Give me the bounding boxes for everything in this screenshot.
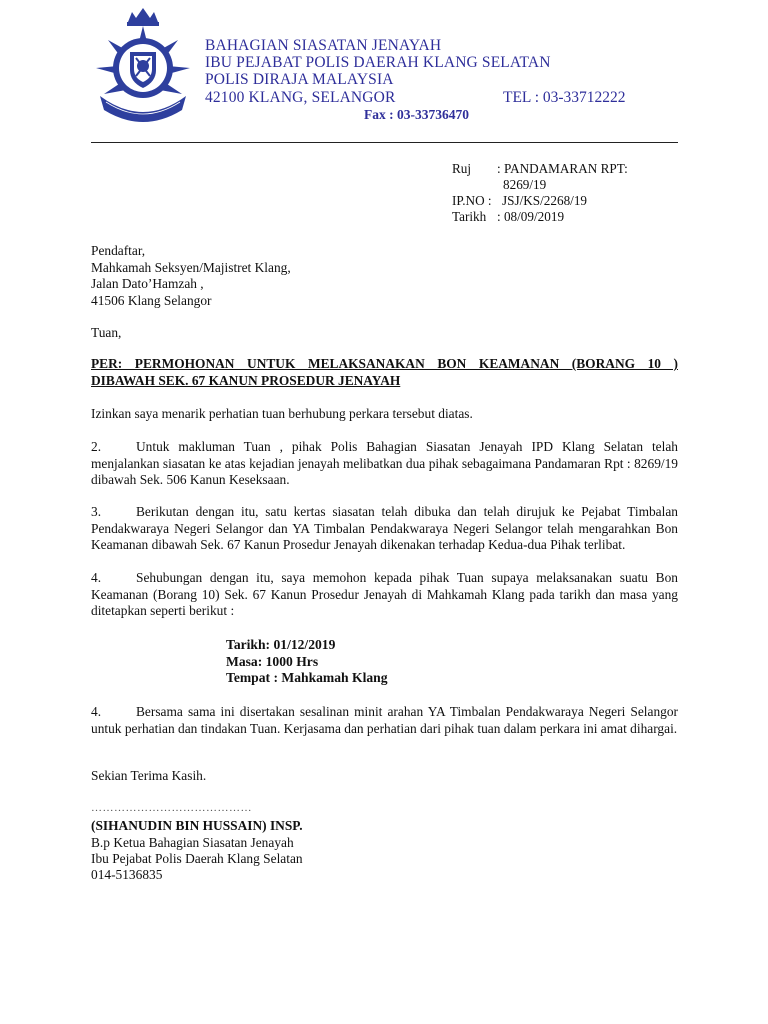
closing-remark: Sekian Terima Kasih. — [91, 768, 207, 783]
ref-ipno-label: IP.NO : — [452, 193, 492, 208]
paragraph-intro: Izinkan saya menarik perhatian tuan berhubung perkara tersebut diatas. — [91, 406, 473, 421]
letter-subject — [91, 356, 678, 389]
ref-ruj-label: Ruj — [452, 161, 472, 176]
signatory-office: Ibu Pejabat Polis Daerah Klang Selatan — [91, 851, 303, 866]
signatory-title: B.p Ketua Bahagian Siasatan Jenayah — [91, 835, 294, 850]
signatory-phone: 014-5136835 — [91, 867, 163, 882]
paragraph-number: 4. — [91, 570, 102, 585]
paragraph-2 — [91, 439, 678, 489]
letterhead-telephone: TEL : 03-33712222 — [503, 89, 626, 106]
letterhead-organisation: POLIS DIRAJA MALAYSIA — [205, 71, 394, 88]
letterhead-office: IBU PEJABAT POLIS DAERAH KLANG SELATAN — [205, 54, 551, 71]
paragraph-text: Berikutan dengan itu, satu kertas siasatan telah dibuka dan telah dirujuk ke Pejabat Timbalan Pendakwaraya Negeri Selangor dan YA Timbalan Pendakwaraya Negeri Selangor telah mengarahkan Bon Keamanan dibawah Sek. 67 Kanun Prosedur Jenayah dikenakan terhadap Kedua-dua Pihak terlibat. — [91, 504, 678, 552]
recipient-line: 41506 Klang Selangor — [91, 292, 212, 308]
letterhead-address: 42100 KLANG, SELANGOR — [205, 89, 396, 106]
recipient-address — [91, 243, 678, 309]
salutation: Tuan, — [91, 325, 122, 340]
ref-ruj-value-cont: 8269/19 — [503, 177, 547, 192]
police-crest-logo — [90, 6, 196, 124]
paragraph-4 — [91, 570, 678, 620]
subject-line-2: DIBAWAH SEK. 67 KANUN PROSEDUR JENAYAH — [91, 372, 401, 388]
paragraph-number: 2. — [91, 439, 102, 454]
letterhead-divider — [91, 142, 678, 143]
paragraph-5 — [91, 704, 678, 737]
ref-tarikh-value: : 08/09/2019 — [497, 209, 565, 224]
schedule-time: Masa: 1000 Hrs — [226, 654, 319, 669]
signatory-name: (SIHANUDIN BIN HUSSAIN) INSP. — [91, 818, 303, 833]
paragraph-number: 4. — [91, 704, 102, 719]
ref-ipno-value: JSJ/KS/2268/19 — [502, 193, 588, 208]
letterhead-fax: Fax : 03-33736470 — [364, 107, 469, 122]
ref-tarikh-label: Tarikh — [452, 209, 487, 224]
paragraph-text: Sehubungan dengan itu, saya memohon kepada pihak Tuan supaya melaksanakan suatu Bon Keamanan (Borang 10) Sek. 67 Kanun Prosedur Jenayah di Mahkamah Klang pada tarikh dan masa yang ditetapkan seperti berikut : — [91, 570, 678, 618]
recipient-line: Pendaftar, — [91, 243, 146, 258]
recipient-line: Mahkamah Seksyen/Majistret Klang, — [91, 259, 291, 275]
schedule-venue: Tempat : Mahkamah Klang — [226, 670, 388, 685]
schedule-date: Tarikh: 01/12/2019 — [226, 637, 336, 652]
recipient-line: Jalan Dato’Hamzah , — [91, 276, 204, 291]
subject-line-1: PER: PERMOHONAN UNTUK MELAKSANAKAN BON KEAMANAN (BORANG 10 ) — [91, 356, 678, 371]
ref-ruj-value: : PANDAMARAN RPT: — [497, 161, 628, 176]
paragraph-number: 3. — [91, 504, 102, 519]
paragraph-text: Untuk makluman Tuan , pihak Polis Bahagian Siasatan Jenayah IPD Klang Selatan telah menjalankan siasatan ke atas kejadian jenayah melibatkan dua pihak sebagaimana Pandamaran Rpt : 8269/19 dibawah Sek. 506 Kanun Keseksaan. — [91, 439, 678, 487]
paragraph-text: Bersama sama ini disertakan sesalinan minit arahan YA Timbalan Pendakwaraya Negeri Selangor untuk perhatian dan tindakan Tuan. Kerjasama dan perhatian dari pihak tuan dalam perkara ini amat dihargai. — [91, 704, 678, 736]
letterhead-department: BAHAGIAN SIASATAN JENAYAH — [205, 37, 442, 54]
signature-line: …………………………………… — [91, 802, 252, 814]
paragraph-3 — [91, 504, 678, 554]
